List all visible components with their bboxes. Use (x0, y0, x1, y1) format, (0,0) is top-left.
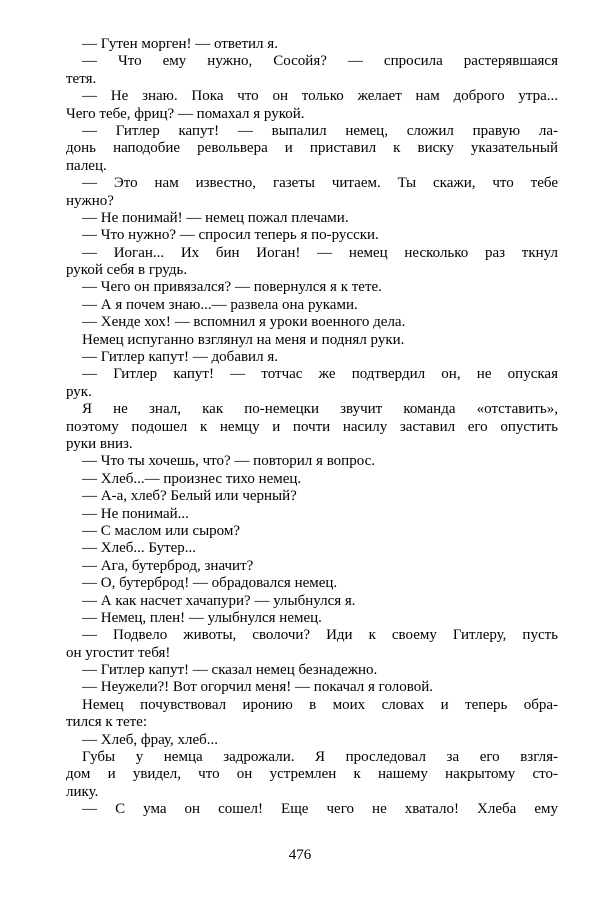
text-line: палец. (66, 157, 107, 174)
text-line: — О, бутерброд! — обрадовался немец. (82, 575, 338, 592)
text-line: — Что ему нужно, Сосойя? — спросила растерявшаяся (82, 53, 558, 70)
text-line: Чего тебе, фриц? — помахал я рукой. (66, 105, 305, 122)
text-line: — Немец, плен! — улыбнулся немец. (82, 609, 322, 626)
text-line: — Что ты хочешь, что? — повторил я вопрос. (82, 453, 375, 470)
text-line: нужно? (66, 192, 114, 209)
page-number: 476 (288, 847, 312, 863)
page-body-text (66, 36, 558, 819)
text-line: — С маслом или сыром? (82, 522, 241, 539)
text-line: — Хенде хох! — вспомнил я уроки военного дела. (82, 314, 406, 331)
text-line: — А как насчет хачапури? — улыбнулся я. (82, 592, 356, 609)
text-line: — Ага, бутерброд, значит? (82, 557, 254, 574)
text-line: он угостит тебя! (66, 644, 171, 661)
text-line: донь наподобие револьвера и приставил к виску указательный (66, 140, 558, 157)
text-line: — С ума он сошел! Еще чего не хватало! Хлеба ему (82, 801, 558, 818)
text-line: — Хлеб, фрау, хлеб... (82, 731, 218, 748)
text-line: дом и увидел, что он устремлен к нашему накрытому сто- (66, 766, 558, 783)
text-line: — Гитлер капут! — выпалил немец, сложил правую ла- (82, 122, 558, 139)
text-line: лику. (66, 783, 99, 800)
text-line: — А-а, хлеб? Белый или черный? (82, 488, 297, 505)
text-line: — Не понимай! — немец пожал плечами. (82, 209, 349, 226)
text-line: — Иоган... Их бин Иоган! — немец несколько раз ткнул (82, 244, 558, 261)
text-line: — Неужели?! Вот огорчил меня! — покачал я головой. (82, 679, 433, 696)
text-line: тетя. (66, 70, 97, 87)
text-line: — Не понимай... (82, 505, 189, 522)
text-line: руки вниз. (66, 435, 133, 452)
text-line: — Подвело животы, сволочи? Иди к своему Гитлеру, пусть (82, 627, 558, 644)
text-line: — Хлеб... Бутер... (82, 540, 197, 557)
text-line: рук. (66, 383, 92, 400)
text-line: тился к тете: (66, 714, 148, 731)
text-line: — Гитлер капут! — тотчас же подтвердил он, не опуская (82, 366, 558, 383)
text-line: — Что нужно? — спросил теперь я по-русски. (82, 227, 379, 244)
text-line: — Чего он привязался? — повернулся я к тете. (82, 279, 382, 296)
text-line: — Не знаю. Пока что он только желает нам доброго утра... (82, 88, 558, 105)
text-line: — Это нам известно, газеты читаем. Ты скажи, что тебе (82, 175, 558, 192)
text-line: Немец почувствовал иронию в моих словах и теперь обра- (82, 696, 558, 713)
text-line: — Хлеб...— произнес тихо немец. (82, 470, 302, 487)
text-line: рукой себя в грудь. (66, 262, 188, 279)
text-line: — А я почем знаю...— развела она руками. (82, 296, 358, 313)
text-line: поэтому подошел к немцу и почти насилу заставил его опустить (66, 418, 558, 435)
text-line: Я не знал, как по-немецки звучит команда «отставить», (82, 401, 558, 418)
text-line: Губы у немца задрожали. Я проследовал за его взгля- (82, 749, 558, 766)
text-line: — Гитлер капут! — сказал немец безнадежно. (82, 662, 378, 679)
text-line: Немец испуганно взглянул на меня и поднял руки. (82, 331, 405, 348)
text-line: — Гутен морген! — ответил я. (82, 36, 278, 52)
text-line: — Гитлер капут! — добавил я. (82, 349, 278, 366)
